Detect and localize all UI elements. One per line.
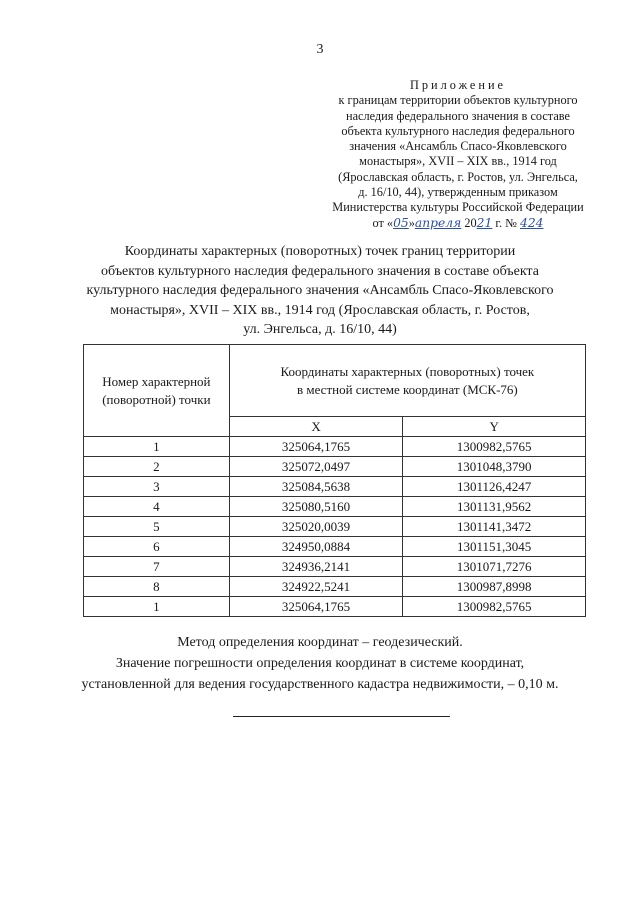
y-header: Y xyxy=(403,417,586,437)
point-number: 8 xyxy=(84,577,230,597)
point-number: 7 xyxy=(84,557,230,577)
divider-line xyxy=(233,716,450,717)
table-row xyxy=(84,517,586,537)
point-number-header-line: Номер характерной xyxy=(102,373,211,389)
point-number: 6 xyxy=(84,537,230,557)
appendix-line: д. 16/10, 44), утвержденным приказом xyxy=(358,185,558,200)
title-line: монастыря», XVII – XIX вв., 1914 год (Ярославская область, г. Ростов, xyxy=(110,302,530,318)
point-number-header xyxy=(84,345,230,437)
method-line: Метод определения координат – геодезический. xyxy=(177,635,463,650)
order-date-line xyxy=(308,216,608,231)
appendix-heading: Приложение xyxy=(410,78,506,92)
appendix-line: значения «Ансамбль Спасо-Яковлевского xyxy=(349,139,567,154)
year-prefix: 20 xyxy=(461,215,477,230)
date-prefix: от « xyxy=(372,215,394,230)
table-row xyxy=(84,457,586,477)
coordinates-header xyxy=(229,345,585,417)
table-row xyxy=(84,577,586,597)
appendix-line: (Ярославская область, г. Ростов, ул. Энгельса, xyxy=(338,169,578,184)
y-value: 1301151,3045 xyxy=(403,537,586,557)
title-line: Координаты характерных (поворотных) точек границ территории xyxy=(124,244,516,259)
point-number: 4 xyxy=(84,497,230,517)
coordinates-table xyxy=(83,344,586,617)
x-value: 325084,5638 xyxy=(229,477,403,497)
title-line: ул. Энгельса, д. 16/10, 44) xyxy=(243,322,397,337)
y-value: 1300987,8998 xyxy=(403,577,586,597)
appendix-line: к границам территории объектов культурного xyxy=(338,93,578,108)
accuracy-line: Значение погрешности определения координат в системе координат, xyxy=(115,656,525,671)
table-row xyxy=(84,597,586,617)
handwritten-year: 21 xyxy=(476,215,493,230)
y-value: 1301131,9562 xyxy=(403,497,586,517)
x-value: 325064,1765 xyxy=(229,597,403,617)
x-value: 324922,5241 xyxy=(229,577,403,597)
appendix-block xyxy=(308,78,608,231)
appendix-line: наследия федерального значения в составе xyxy=(346,108,570,123)
point-number: 2 xyxy=(84,457,230,477)
title-line: культурного наследия федерального значения «Ансамбль Спасо-Яковлевского xyxy=(86,283,554,298)
x-value: 325072,0497 xyxy=(229,457,403,477)
y-value: 1301048,3790 xyxy=(403,457,586,477)
x-header: X xyxy=(229,417,403,437)
x-value: 325064,1765 xyxy=(229,437,403,457)
point-number: 1 xyxy=(84,597,230,617)
appendix-line: монастыря», XVII – XIX вв., 1914 год xyxy=(359,154,557,169)
handwritten-day: 05 xyxy=(393,215,409,230)
y-value: 1301071,7276 xyxy=(403,557,586,577)
year-label: г. № xyxy=(492,215,520,230)
handwritten-order-number: 424 xyxy=(520,215,544,230)
table-row xyxy=(84,557,586,577)
appendix-line: Министерства культуры Российской Федерации xyxy=(332,200,584,215)
handwritten-month: апреля xyxy=(414,215,462,230)
point-number: 3 xyxy=(84,477,230,497)
x-value: 325080,5160 xyxy=(229,497,403,517)
point-number: 1 xyxy=(84,437,230,457)
y-value: 1300982,5765 xyxy=(403,437,586,457)
y-value: 1301126,4247 xyxy=(403,477,586,497)
x-value: 325020,0039 xyxy=(229,517,403,537)
page-number: 3 xyxy=(316,42,324,57)
point-number-header-line: (поворотной) точки xyxy=(102,391,211,407)
coordinates-header-line: в местной системе координат (МСК-76) xyxy=(296,381,518,397)
method-note xyxy=(0,632,640,695)
title-line: объектов культурного наследия федерального значения в составе объекта xyxy=(101,263,539,279)
accuracy-line: установленной для ведения государственного кадастра недвижимости, – 0,10 м. xyxy=(81,677,559,692)
appendix-line: объекта культурного наследия федерального xyxy=(341,123,575,138)
document-title xyxy=(60,242,580,340)
table-row xyxy=(84,437,586,457)
table-row xyxy=(84,537,586,557)
table-row xyxy=(84,477,586,497)
point-number: 5 xyxy=(84,517,230,537)
x-value: 324950,0884 xyxy=(229,537,403,557)
x-value: 324936,2141 xyxy=(229,557,403,577)
coordinates-header-line: Координаты характерных (поворотных) точек xyxy=(280,363,535,379)
table-row xyxy=(84,497,586,517)
y-value: 1301141,3472 xyxy=(403,517,586,537)
y-value: 1300982,5765 xyxy=(403,597,586,617)
date-mid: » xyxy=(408,215,415,230)
